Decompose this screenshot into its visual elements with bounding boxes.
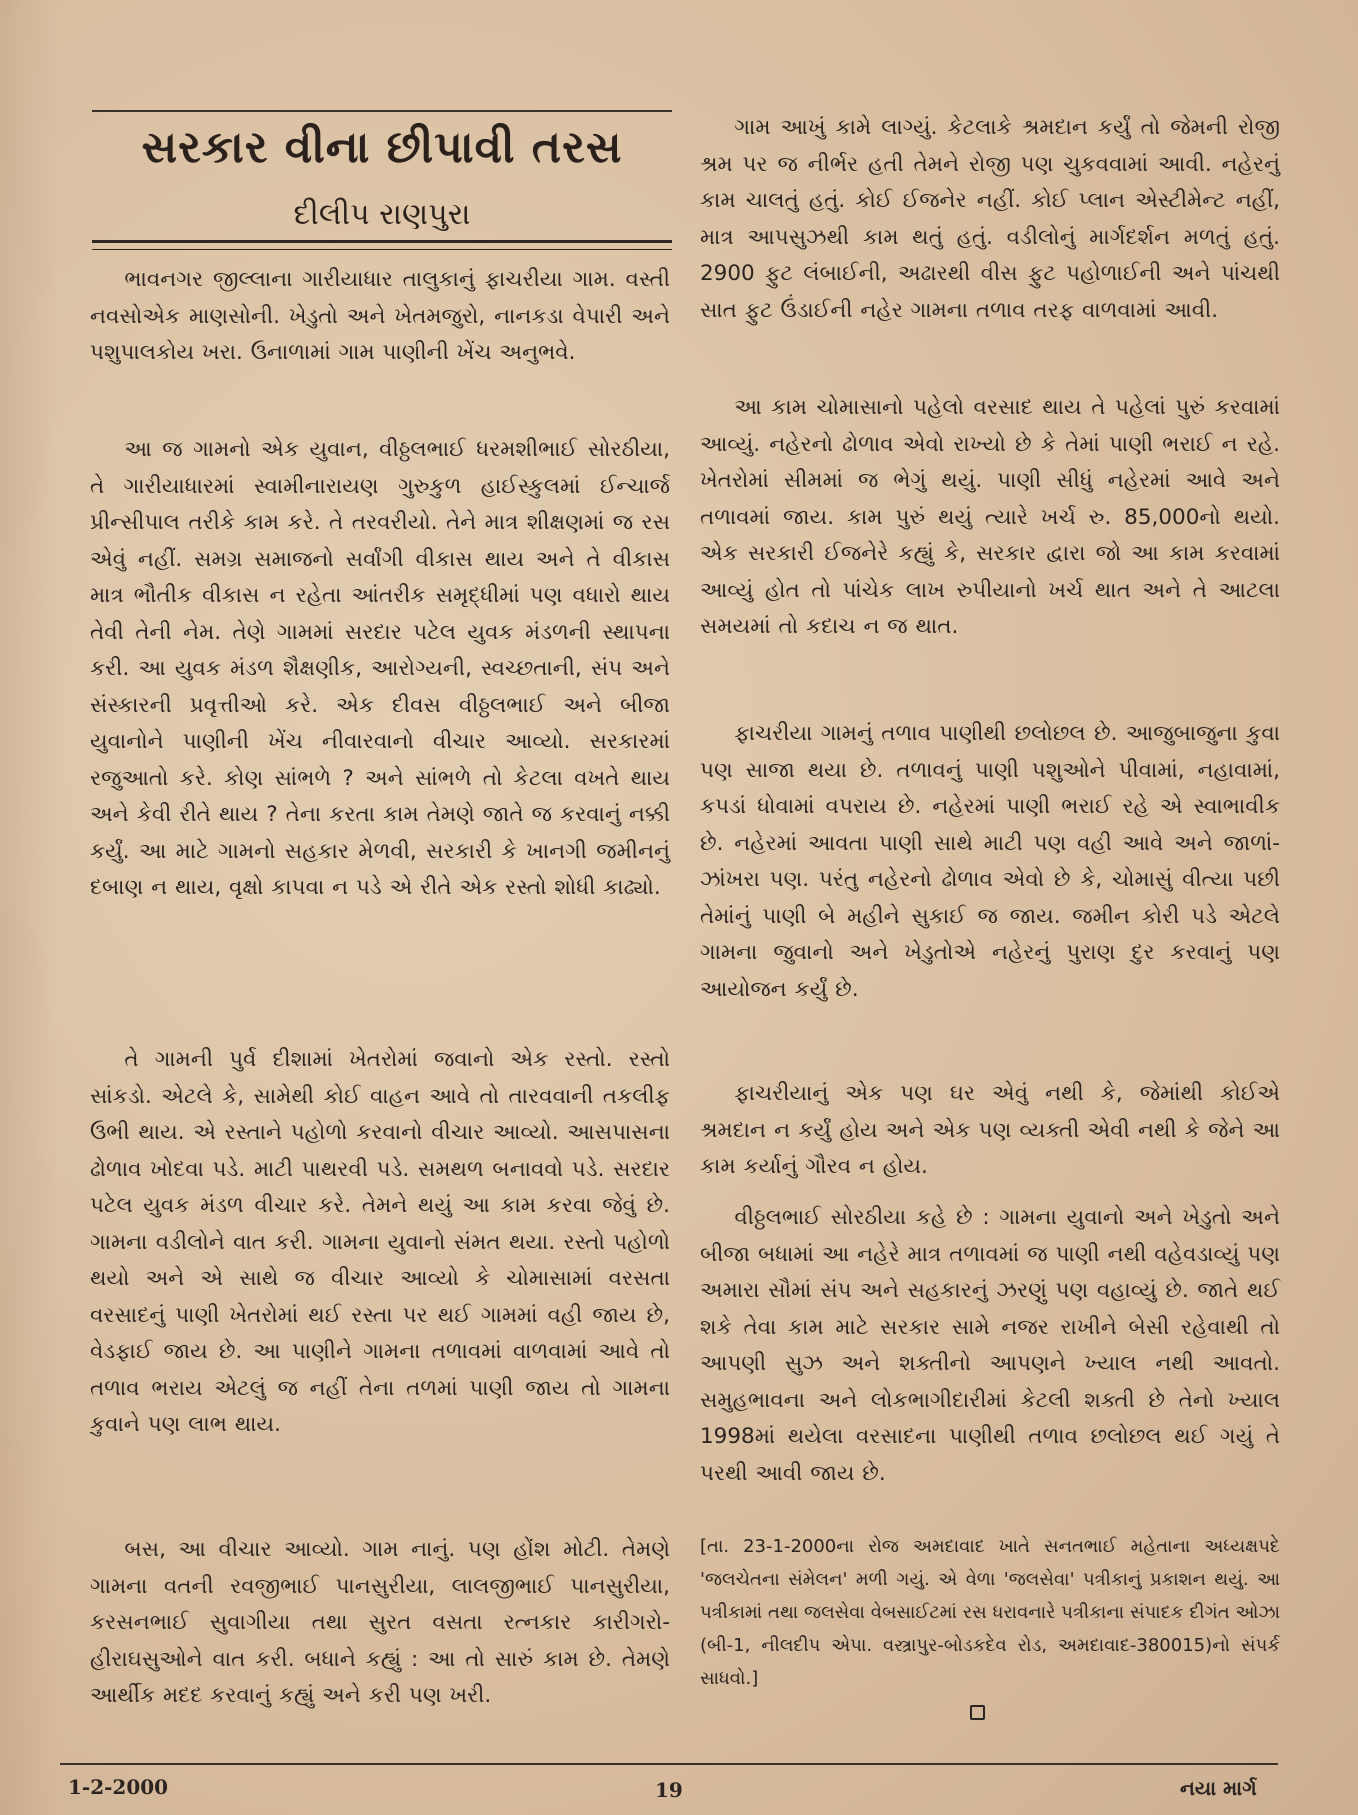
left-paragraph-1: ભાવનગર જીલ્લાના ગારીયાધાર તાલુકાનું ફાચરીયા ગામ. વસ્તી નવસોએક માણસોની. ખેડુતો અને ખેતમજુરો, નાનકડા વેપારી અને પશુપાલકોય ખરા. ઉનાળામાં ગામ પાણીની ખેંચ અનુભવે. [90,267,670,365]
title-top-rule [92,110,672,112]
left-paragraph-3: તે ગામની પુર્વ દીશામાં ખેતરોમાં જવાનો એક રસ્તો. રસ્તો સાંકડો. એટલે કે, સામેથી કોઈ વાહન આવે તો તારવવાની તકલીફ ઉભી થાય. એ રસ્તાને પહોળો કરવાનો વીચાર આવ્યો. આસપાસના ઢોળાવ ખોદવા પડે. માટી પાથરવી પડે. સમથળ બનાવવો પડે. સરદાર પટેલ યુવક મંડળ વીચાર કરે. તેમને થયું આ કામ કરવા જેવું છે. ગામના વડીલોને વાત કરી. ગામના યુવાનો સંમત થયા. રસ્તો પહોળો થયો અને એ સાથે જ વીચાર આવ્યો કે ચોમાસામાં વરસતા વરસાદનું પાણી ખેતરોમાં થઈ રસ્તા પર થઈ ગામમાં વહી જાય છે, વેડફાઈ જાય છે. આ પાણીને ગામના તળાવમાં વાળવામાં આવે તો તળાવ ભરાય એટલું જ નહીં તેના તળમાં પાણી જાય તો ગામના કુવાને પણ લાભ થાય. [90,1047,670,1437]
footer-date: 1-2-2000 [68,1775,169,1799]
right-paragraph-5: વીઠ્ઠલભાઈ સોરઠીયા કહે છે : ગામના યુવાનો અને ખેડુતો અને બીજા બધામાં આ નહેરે માત્ર તળાવમાં જ પાણી નથી વહેવડાવ્યું પણ અમારા સૌમાં સંપ અને સહકારનું ઝરણું પણ વહાવ્યું છે. જાતે થઈ શકે તેવા કામ માટે સરકાર સામે નજર રાખીને બેસી રહેવાથી તો આપણી સુઝ અને શક્તીનો આપણને ખ્યાલ નથી આવતો. સમુહભાવના અને લોકભાગીદારીમાં કેટલી શક્તી છે તેનો ખ્યાલ 1998માં થયેલા વરસાદના પાણીથી તળાવ છલોછલ થઈ ગયું તે પરથી આવી જાય છે. [700,1205,1280,1486]
footer-rule [60,1763,1278,1765]
article-title: સરકાર વીના છીપાવી તરસ [141,122,623,173]
footnote-bracket: [તા. 23-1-2000ના રોજ અમદાવાદ ખાતે સનતભાઈ મહેતાના અધ્યક્ષપદે 'જલચેતના સંમેલન' મળી ગયું. એ વેળા 'જલસેવા' પત્રીકાનું પ્રકાશન થયું. આ પત્રીકામાં તથા જલસેવા વેબસાઈટમાં રસ ધરાવનારે પત્રીકાના સંપાદક દીગંત ઓઝા (બી-1, નીલદીપ એપા. વસ્ત્રાપુર-બોડકદેવ રોડ, અમદાવાદ-380015)નો સંપર્ક સાધવો.] [700,1536,1280,1689]
page-crease-shadow [0,0,60,1815]
right-paragraph-1: ગામ આખું કામે લાગ્યું. કેટલાકે શ્રમદાન કર્યું તો જેમની રોજી શ્રમ પર જ નીર્ભર હતી તેમને રોજી પણ ચુકવવામાં આવી. નહેરનું કામ ચાલતું હતું. કોઈ ઈજનેર નહીં. કોઈ પ્લાન એસ્ટીમેન્ટ નહીં, માત્ર આપસુઝથી કામ થતું હતું. વડીલોનું માર્ગદર્શન મળતું હતું. 2900 ફુટ લંબાઈની, અઢારથી વીસ ફુટ પહોળાઈની અને પાંચથી સાત ફુટ ઉંડાઈની નહેર ગામના તળાવ તરફ વાળવામાં આવી. [700,115,1280,323]
end-mark-square-icon [970,1705,985,1720]
article-author: દીલીપ રાણપુરા [293,197,471,232]
right-paragraph-4: ફાચરીયાનું એક પણ ઘર એવું નથી કે, જેમાંથી કોઈએ શ્રમદાન ન કર્યું હોય અને એક પણ વ્યક્તી એવી નથી કે જેને આ કામ કર્યાનું ગૌરવ ન હોય. [700,1081,1280,1179]
footer-page-number: 19 [655,1778,683,1802]
left-paragraph-4: બસ, આ વીચાર આવ્યો. ગામ નાનું. પણ હોંશ મોટી. તેમણે ગામના વતની રવજીભાઈ પાનસુરીયા, લાલજીભાઈ પાનસુરીયા, કરસનભાઈ સુવાગીયા તથા સુરત વસતા રત્નકાર કારીગરો-હીરાઘસુઓને વાત કરી. બધાને કહ્યું : આ તો સારું કામ છે. તેમણે આર્થીક મદદ કરવાનું કહ્યું અને કરી પણ ખરી. [90,1537,670,1708]
footer-magazine-name: નયા માર્ગ [1180,1776,1257,1800]
right-paragraph-2: આ કામ ચોમાસાનો પહેલો વરસાદ થાય તે પહેલાં પુરું કરવામાં આવ્યું. નહેરનો ઢોળાવ એવો રાખ્યો છે કે તેમાં પાણી ભરાઈ ન રહે. ખેતરોમાં સીમમાં જ ભેગું થયું. પાણી સીધું નહેરમાં આવે અને તળાવમાં જાય. કામ પુરું થયું ત્યારે ખર્ચ રુ. 85,000નો થયો. એક સરકારી ઈજનેરે કહ્યું કે, સરકાર દ્વારા જો આ કામ કરવામાં આવ્યું હોત તો પાંચેક લાખ રુપીયાનો ખર્ચ થાત અને તે આટલા સમયમાં તો કદાચ ન જ થાત. [700,395,1280,639]
left-paragraph-2: આ જ ગામનો એક યુવાન, વીઠ્ઠલભાઈ ધરમશીભાઈ સોરઠીયા, તે ગારીયાધારમાં સ્વામીનારાયણ ગુરુકુળ હાઈસ્કુલમાં ઈન્ચાર્જ પ્રીન્સીપાલ તરીકે કામ કરે. તે તરવરીયો. તેને માત્ર શીક્ષણમાં જ રસ એવું નહીં. સમગ્ર સમાજનો સર્વાંગી વીકાસ થાય અને તે વીકાસ માત્ર ભૌતીક વીકાસ ન રહેતા આંતરીક સમૃદ્ધીમાં પણ વધારો થાય તેવી તેની નેમ. તેણે ગામમાં સરદાર પટેલ યુવક મંડળની સ્થાપના કરી. આ યુવક મંડળ શૈક્ષણીક, આરોગ્યની, સ્વચ્છતાની, સંપ અને સંસ્કારની પ્રવૃત્તીઓ કરે. એક દીવસ વીઠ્ઠલભાઈ અને બીજા યુવાનોને પાણીની ખેંચ નીવારવાનો વીચાર આવ્યો. સરકારમાં રજુઆતો કરે. કોણ સાંભળે ? અને સાંભળે તો કેટલા વખતે થાય અને કેવી રીતે થાય ? તેના કરતા કામ તેમણે જાતે જ કરવાનું નક્કી કર્યું. આ માટે ગામનો સહકાર મેળવી, સરકારી કે ખાનગી જમીનનું દબાણ ન થાય, વૃક્ષો કાપવા ન પડે એ રીતે એક રસ્તો શોધી કાઢ્યો. [90,437,670,900]
right-paragraph-3: ફાચરીયા ગામનું તળાવ પાણીથી છલોછલ છે. આજુબાજુના કુવા પણ સાજા થયા છે. તળાવનું પાણી પશુઓને પીવામાં, નહાવામાં, કપડાં ધોવામાં વપરાય છે. નહેરમાં પાણી ભરાઈ રહે એ સ્વાભાવીક છે. નહેરમાં આવતા પાણી સાથે માટી પણ વહી આવે અને જાળાં-ઝાંખરા પણ. પરંતુ નહેરનો ઢોળાવ એવો છે કે, ચોમાસું વીત્યા પછી તેમાંનું પાણી બે મહીને સુકાઈ જ જાય. જમીન કોરી પડે એટલે ગામના જુવાનો અને ખેડુતોએ નહેરનું પુરાણ દુર કરવાનું પણ આયોજન કર્યું છે. [700,721,1280,1002]
author-double-rule [92,240,672,250]
